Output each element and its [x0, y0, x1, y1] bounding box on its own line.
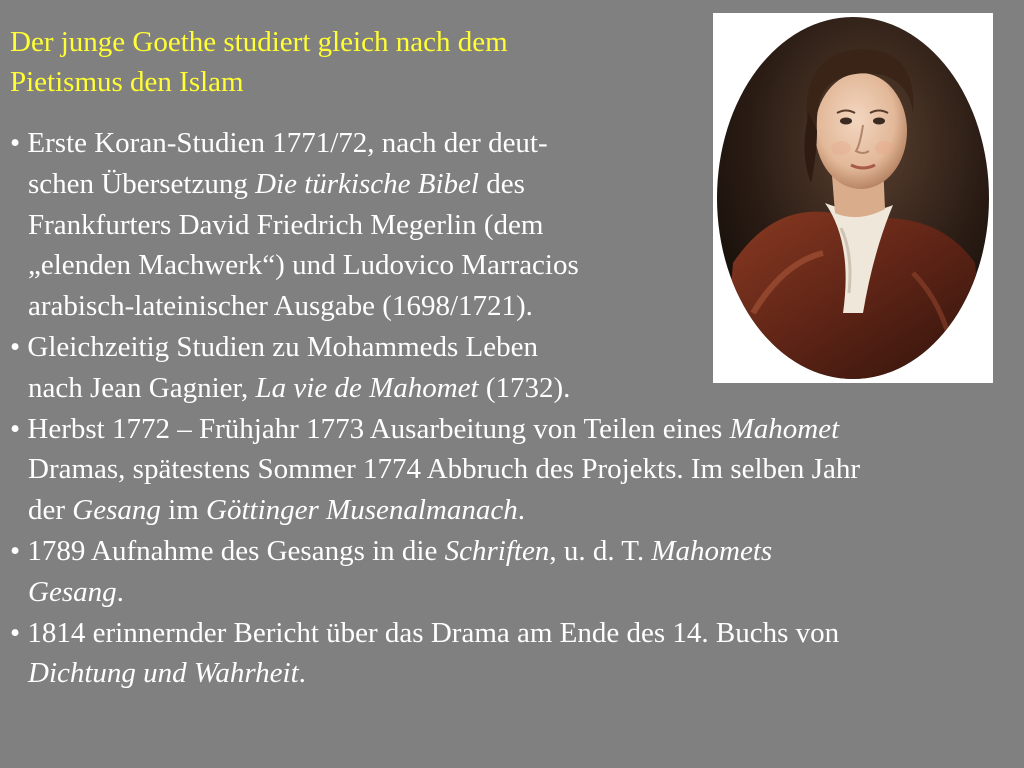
bullet-text: , u. d. T. [549, 534, 652, 567]
work-title: Dichtung und Wahrheit [28, 657, 299, 690]
bullet-text: schen Übersetzung [28, 167, 256, 200]
work-title: Gesang [72, 494, 161, 527]
book-title: La vie de Mahomet [255, 371, 479, 404]
bullet-glyph: • [10, 412, 21, 445]
bullet-glyph: • [10, 534, 21, 567]
bullet-text: Dramas, spätestens Sommer 1774 Abbruch des Projekts. Im selben Jahr [28, 453, 860, 486]
portrait-face [815, 73, 907, 189]
work-title: Göttinger Musenalmanach [206, 494, 518, 527]
bullet-text: . [517, 494, 525, 527]
work-title: Schriften [444, 534, 550, 567]
bullet-text: (1732). [478, 371, 571, 404]
book-title: Die türkische Bibel [255, 167, 479, 200]
bullet-item-schriften-1789 [10, 531, 1015, 613]
bullet-text: Frankfurters David Friedrich Megerlin (dem [28, 208, 544, 241]
bullet-text: Herbst 1772 – Frühjahr 1773 Ausarbeitung von Teilen eines [27, 412, 730, 445]
bullet-text: Gleichzeitig Studien zu Mohammeds Leben [27, 330, 538, 363]
bullet-text: 1814 erinnernder Bericht über das Drama am Ende des 14. Buchs von [27, 616, 840, 649]
bullet-text: 1789 Aufnahme des Gesangs in die [27, 534, 445, 567]
title-line-2: Pietismus den Islam [10, 66, 244, 98]
bullet-text: „elenden Machwerk“) und Ludovico Marracios [28, 249, 579, 282]
goethe-portrait [713, 13, 993, 383]
bullet-text: im [160, 494, 207, 527]
bullet-text: . [298, 657, 306, 690]
slide-title [10, 22, 690, 102]
bullet-text: nach Jean Gagnier, [28, 371, 256, 404]
work-title: Mahomets [651, 534, 773, 567]
work-title: Gesang [28, 575, 117, 608]
bullet-text: . [116, 575, 124, 608]
portrait-image [713, 13, 993, 383]
work-title: Mahomet [729, 412, 840, 445]
bullet-glyph: • [10, 127, 21, 159]
bullet-item-mahomet-drama [10, 409, 1015, 531]
bullet-glyph: • [10, 616, 21, 649]
title-line-1: Der junge Goethe studiert gleich nach dem [10, 26, 508, 58]
bullet-glyph: • [10, 330, 21, 363]
bullet-item-dichtung-wahrheit [10, 613, 1015, 695]
bullet-text: der [28, 494, 73, 527]
bullet-text: Erste Koran-Studien 1771/72, nach der deut- [27, 127, 548, 159]
bullet-text: arabisch-lateinischer Ausgabe (1698/1721). [28, 290, 533, 323]
bullet-text: des [478, 167, 525, 200]
